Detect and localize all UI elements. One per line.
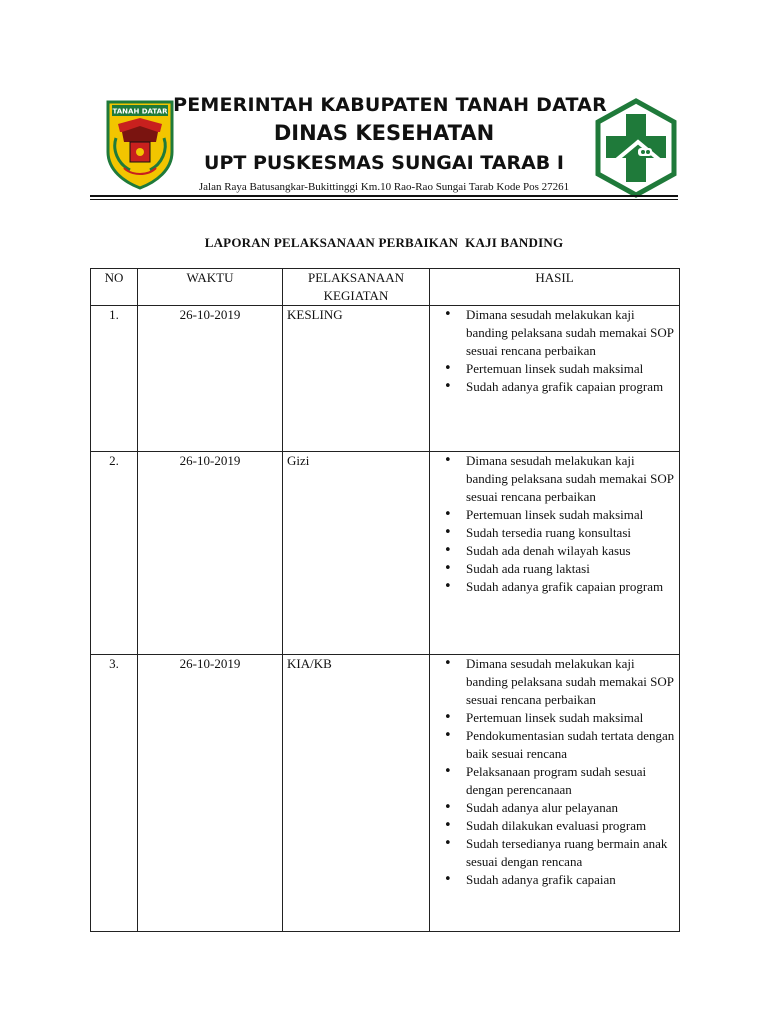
- row-activity: KESLING: [283, 306, 430, 452]
- report-table: [90, 268, 680, 932]
- row-number: 2.: [91, 452, 138, 655]
- report-title: LAPORAN PELAKSANAAN PERBAIKAN KAJI BANDING: [204, 235, 564, 250]
- result-item: • Pelaksanaan program sudah sesuai dengan perencanaan: [442, 763, 675, 799]
- letterhead-rule-thick: [90, 195, 678, 197]
- row-results: [430, 655, 680, 932]
- puskesmas-name: UPT PUSKESMAS SUNGAI TARAB I: [204, 152, 564, 174]
- row-results: [430, 452, 680, 655]
- row-number: 3.: [91, 655, 138, 932]
- address-line: Jalan Raya Batusangkar-Bukittinggi Km.10 Rao-Rao Sungai Tarab Kode Pos 27261: [198, 181, 570, 193]
- row-date: 26-10-2019: [138, 655, 283, 932]
- row-activity: Gizi: [283, 452, 430, 655]
- result-item: • Sudah ada ruang laktasi: [442, 560, 675, 578]
- table-body: [91, 306, 680, 932]
- result-item: • Dimana sesudah melakukan kaji banding pelaksana sudah memakai SOP sesuai rencana perbaikan: [442, 452, 675, 506]
- table-row: [91, 655, 680, 932]
- header-result: HASIL: [430, 269, 680, 306]
- result-item: • Sudah tersedia ruang konsultasi: [442, 524, 675, 542]
- table-row: [91, 452, 680, 655]
- result-item: • Pertemuan linsek sudah maksimal: [442, 709, 675, 727]
- result-item: • Dimana sesudah melakukan kaji banding pelaksana sudah memakai SOP sesuai rencana perbaikan: [442, 306, 675, 360]
- result-item: • Sudah ada denah wilayah kasus: [442, 542, 675, 560]
- result-list: [434, 655, 675, 889]
- result-item: • Pertemuan linsek sudah maksimal: [442, 506, 675, 524]
- row-results: [430, 306, 680, 452]
- result-item: • Pendokumentasian sudah tertata dengan baik sesuai rencana: [442, 727, 675, 763]
- result-list: [434, 452, 675, 596]
- row-date: 26-10-2019: [138, 452, 283, 655]
- row-number: 1.: [91, 306, 138, 452]
- result-item: • Sudah tersedianya ruang bermain anak sesuai dengan rencana: [442, 835, 675, 871]
- table-header-row: [91, 269, 680, 306]
- result-item: • Dimana sesudah melakukan kaji banding pelaksana sudah memakai SOP sesuai rencana perbaikan: [442, 655, 675, 709]
- row-activity: KIA/KB: [283, 655, 430, 932]
- header-activity: PELAKSANAAN KEGIATAN: [283, 269, 430, 306]
- puskesmas-logo-icon: [594, 98, 678, 198]
- emblem-banner-text: TANAH DATAR: [112, 107, 168, 116]
- result-list: [434, 306, 675, 396]
- result-item: • Sudah adanya grafik capaian: [442, 871, 675, 889]
- government-name: PEMERINTAH KABUPATEN TANAH DATAR: [173, 94, 607, 116]
- letterhead-rule-thin: [90, 199, 678, 200]
- result-item: • Sudah adanya grafik capaian program: [442, 378, 675, 396]
- result-item: • Sudah adanya grafik capaian program: [442, 578, 675, 596]
- agency-name: DINAS KESEHATAN: [273, 121, 495, 145]
- row-date: 26-10-2019: [138, 306, 283, 452]
- table-row: [91, 306, 680, 452]
- result-item: • Pertemuan linsek sudah maksimal: [442, 360, 675, 378]
- header-no: NO: [91, 269, 138, 306]
- header-time: WAKTU: [138, 269, 283, 306]
- result-item: • Sudah dilakukan evaluasi program: [442, 817, 675, 835]
- result-item: • Sudah adanya alur pelayanan: [442, 799, 675, 817]
